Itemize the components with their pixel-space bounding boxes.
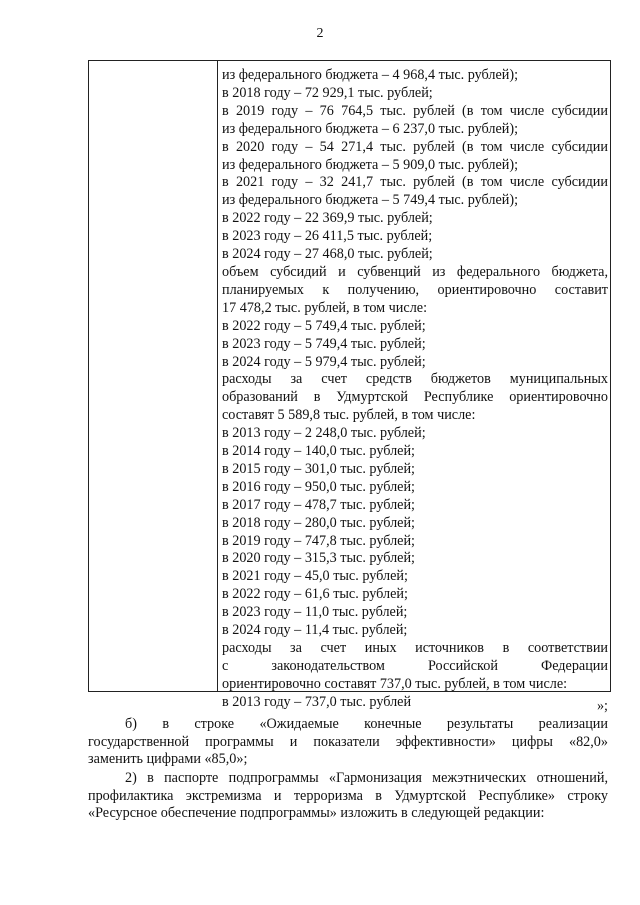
- table-text-line: в 2013 году – 737,0 тыс. рублей: [222, 693, 412, 710]
- resource-table: [88, 60, 611, 710]
- paragraph-b: [88, 716, 608, 769]
- table-left-cell: [89, 61, 218, 691]
- table-text-line: из федерального бюджета – 6 237,0 тыс. рублей);: [222, 120, 519, 137]
- table-text-line: с законодательством Российской Федерации: [222, 657, 608, 674]
- table-text-line: в 2018 году – 72 929,1 тыс. рублей;: [222, 84, 433, 101]
- table-text-line: в 2023 году – 11,0 тыс. рублей;: [222, 604, 408, 621]
- table-text-line: в 2023 году – 5 749,4 тыс. рублей;: [222, 335, 426, 352]
- table-text-line: в 2021 году – 32 241,7 тыс. рублей (в том числе субсидии: [222, 174, 608, 191]
- paragraph-b-line: государственной программы и показатели эффективности» цифры «82,0»: [88, 733, 608, 750]
- table-text-line: в 2013 году – 2 248,0 тыс. рублей;: [222, 425, 426, 442]
- paragraph-2-line: «Ресурсное обеспечение подпрограммы» изложить в следующей редакции:: [88, 805, 545, 822]
- table-right-cell: [218, 61, 610, 710]
- table-text-line: в 2014 году – 140,0 тыс. рублей;: [222, 443, 415, 460]
- table-text-line: расходы за счет средств бюджетов муниципальных: [222, 371, 608, 388]
- table-text-line: в 2024 году – 11,4 тыс. рублей;: [222, 622, 408, 639]
- table-text-line: в 2022 году – 61,6 тыс. рублей;: [222, 586, 408, 603]
- table-text-line: в 2022 году – 5 749,4 тыс. рублей;: [222, 317, 426, 334]
- table-text-line: в 2021 году – 45,0 тыс. рублей;: [222, 568, 408, 585]
- table-text-line: в 2017 году – 478,7 тыс. рублей;: [222, 496, 415, 513]
- table-text-line: из федерального бюджета – 5 749,4 тыс. рублей);: [222, 192, 519, 209]
- paragraph-b-line: б) в строке «Ожидаемые конечные результаты реализации: [125, 716, 608, 732]
- table-text-line: в 2020 году – 54 271,4 тыс. рублей (в том числе субсидии: [222, 138, 608, 155]
- table-text-line: расходы за счет иных источников в соответствии: [222, 640, 608, 656]
- table-text-line: в 2019 году – 747,8 тыс. рублей;: [222, 532, 415, 549]
- table-text-line: в 2022 году – 22 369,9 тыс. рублей;: [222, 210, 433, 227]
- table-text-line: в 2024 году – 27 468,0 тыс. рублей;: [222, 246, 433, 263]
- table-text-line: составят 5 589,8 тыс. рублей, в том числе:: [222, 407, 476, 424]
- paragraph-2: [88, 770, 608, 823]
- table-text-line: планируемых к получению, ориентировочно составит: [222, 281, 608, 298]
- paragraph-2-line: 2) в паспорте подпрограммы «Гармонизация межэтнических отношений,: [125, 770, 608, 786]
- table-text-line: в 2019 году – 76 764,5 тыс. рублей (в том числе субсидии: [222, 102, 608, 119]
- table-text-line: в 2018 году – 280,0 тыс. рублей;: [222, 514, 415, 531]
- paragraph-2-line: профилактика экстремизма и терроризма в Удмуртской Республике» строку: [88, 787, 608, 804]
- table-text-line: объем субсидий и субвенций из федерального бюджета,: [222, 263, 608, 280]
- table-text-line: в 2016 году – 950,0 тыс. рублей;: [222, 478, 415, 495]
- paragraph-b-line: заменить цифрами «85,0»;: [88, 751, 248, 768]
- table-text-line: в 2023 году – 26 411,5 тыс. рублей;: [222, 228, 433, 245]
- table-text-line: 17 478,2 тыс. рублей, в том числе:: [222, 299, 428, 316]
- table-text-line: ориентировочно составят 737,0 тыс. рублей, в том числе:: [222, 675, 568, 692]
- page-number: 2: [316, 26, 324, 41]
- table-text-line: из федерального бюджета – 4 968,4 тыс. рублей);: [222, 67, 519, 83]
- table-text-line: в 2024 году – 5 979,4 тыс. рублей;: [222, 353, 426, 370]
- table-text-line: из федерального бюджета – 5 909,0 тыс. рублей);: [222, 156, 519, 173]
- closing-quote-mark: »;: [596, 698, 608, 714]
- table-text-line: образований в Удмуртской Республике ориентировочно: [222, 389, 608, 406]
- table-text-line: в 2020 году – 315,3 тыс. рублей;: [222, 550, 415, 567]
- table-text-line: в 2015 году – 301,0 тыс. рублей;: [222, 460, 415, 477]
